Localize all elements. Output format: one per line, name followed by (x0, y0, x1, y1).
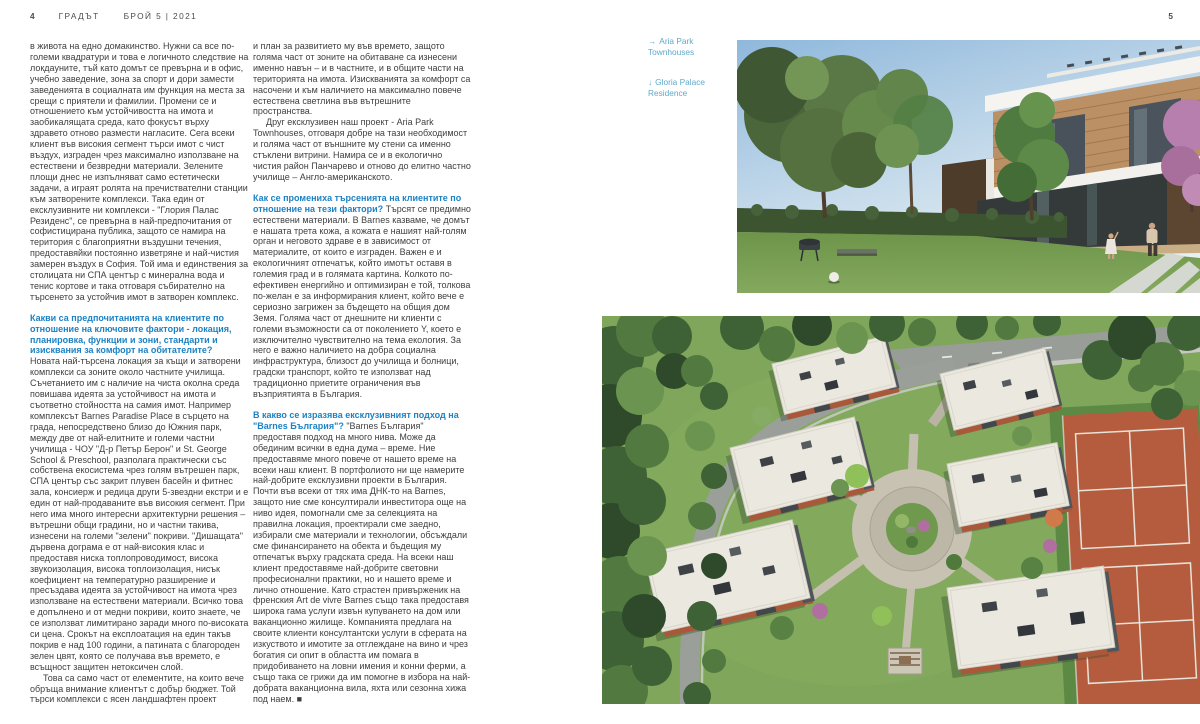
arrow-right-icon: → (648, 36, 657, 46)
magazine-title: ГРАДЪТ (58, 11, 100, 21)
question-heading-inline: В какво се изразява ексклузивният подход на "Barnes България"? (253, 410, 459, 431)
issue-label: БРОЙ 5 | 2021 (123, 11, 198, 21)
aria-park-townhouses-image (737, 40, 1200, 293)
caption-gloria-palace (648, 77, 724, 98)
question-heading: Какви са предпочитанията на клиентите по отношение на ключовите фактори - локация, планировка, функции и зони, стандарти и изисквания за комфорт на обитателите? (30, 312, 232, 356)
question-heading-inline: Как се промениха търсенията на клиентите по отношение на тези фактори? (253, 192, 462, 214)
body-paragraph: Друг ексклузивен наш проект - Aria Park Townhouses, отговаря добре на тази необходимост и голяма част от външните му стени са именно стъклени витрини. Намира се и в екологично чистия район Панчарево и отново до елитно частно училище – Англо-американското. (253, 117, 471, 182)
ball (829, 272, 839, 282)
aerial-render (602, 316, 1200, 704)
left-page-number: 4 (30, 11, 35, 21)
body-paragraph: в живота на едно домакинство. Нужни са все по-големи квадратури и това е логичното следствие на локдауните, тъй като домът се превърна и в офис, учебно заведение, зона за спорт и дори замести заведенията в социалната им функция на места за срещи с приятели и фамилии. Промени се и отношението към устойчивостта на имота и заобикалящата среда, като фокусът върху здравето отново размести нагласите. Сега всеки клиент във високия сегмент търси имот с чист въздух, изграден чрез максимално използване на естествени и безвредни материали. Зелените площи днес не изпълняват само естетически задачи, а играят ролята на пречиствателни станции към затворените комплекси. Така един от ексклузивните ни комплекси - "Глория Палас Резиденс", се превърна в най-предпочитания от софистицирана публика, защото се намира на територия с благоприятни въздушни течения, предоставяйки постоянно изветряне и най-чистия замерен въздух в София. Той има и единствения за столицата ни СПА център с минерална вода и тенис кортове и така отговаря събирателно на търсенето за устойчив имот в затворен комплекс. (30, 41, 249, 302)
article-column-1 (30, 41, 249, 705)
seating-area (888, 648, 922, 674)
body-paragraph: Това са само част от елементите, на които вече обръща внимание клиентът с добър бюджет. Той търси комплекси с ясен ландшафтен проект (30, 672, 244, 705)
townhouse-render (737, 40, 1200, 293)
arrow-down-icon: ↓ (648, 77, 653, 87)
article-column-2 (253, 41, 472, 704)
caption-label: Gloria Palace Residence (648, 77, 705, 98)
right-page-number: 5 (1168, 11, 1173, 21)
body-paragraph: и план за развитието му във времето, защото голяма част от зоните на обитаване са изнесени именно навън – и в частните, и в общите части на територията на имота. Изискванията за комфорт са насочени и към наличието на максимално повече естествена светлина във вътрешните пространства. (253, 41, 471, 117)
qa-paragraph: Как се промениха търсенията на клиентите по отношение на тези фактори? Търсят се предимно естествени материали. В Barnes казваме, че домът е нашата трета кожа, а кожата е нашият най-голям орган и неговото здраве е в зависимост от материалите, от които е изграден. Важен е и екологичният отпечатък, който имотът оставя в големия град и в голямата картина. Колкото по-ефективен енергийно и оптимизиран е той, толкова по-желан е за информирания клиент, който вече е сериозно загрижен за бъдещето на общия дом Земя. Голяма част от днешните ни клиенти с големи възможности са от поколението Y, което е изключително чувствително на тема екология. За него е важно наличието на добра социална инфраструктура, близост до училища и болници, градски транспорт, който те използват над традиционно приетите ограничения във възприятията в България. (253, 192, 471, 400)
caption-label: Aria Park Townhouses (648, 36, 695, 57)
qa-paragraph: В какво се изразява ексклузивният подход на "Barnes България"? "Barnes България" предоставя подход на много нива. Може да обединим всички в една дума – време. Ние предоставяме много повече от нашето време на всеки наш клиент. В портфолиото ни ще намерите най-добрите ексклузивни проекти в България. Почти във всеки от тях има ДНК-то на Barnes, защото ние сме консултирали инвеститора още на ниво идея, помогнали сме за селекцията на правилна локация, проектирали сме заедно, избирали сме материали и технологии, обсъждали сме финансирането на обекта и бъдещия му отпечатък върху градската среда. На всеки наш клиент предоставяме най-добрите световни професионални практики, но и нашето време и лично отношение. Като страстен привърженик на френския Art de vivre Barnes също така предоставя широка гама услуги извън купуването на дом или ваканционно жилище. Компанията предлага на своите клиенти консултантски услуги в сферата на изкуството и имотите за отглеждане на вино и чрез богатия си опит в областта им помага в придобиването на ловни имения и конни ферми, а също така се грижи да им помогне в избора на най-добрата ваканционна вила, яхта или сезонна хижа под наем. ■ (253, 410, 471, 704)
gloria-palace-residence-image (602, 316, 1200, 704)
body-paragraph: Новата най-търсена локация за къщи и затворени комплекси са зоните около частните училища. Съчетанието им с наличие на чиста околна среда повишава идеята за устойчивост на имота и съответно стойността на самия имот. Например комплексът Barnes Paradise Place в сърцето на града, непосредствено близо до Южния парк, между две от най-елитните и големи частни училища - ЧОУ "Д-р Петър Берон" и St. George School & Preschool, разполага практически със собствена екосистема чрез голям вътрешен парк, СПА център със закрит плувен басейн и фитнес зала, консиерж и редица други 5-звездни екстри и е един от най-продаваните във високия сегмент. При него има много интересни архитектурни решения – вътрешни общи градини, но и частни такива, изнесени на големи "зелени" покриви. "Дишащата" дървена дограма е от най-високия клас и предоставя ниска топлопроводимост, висока звукоизолация, висока топлоизолация, нисък коефициент на температурно разширение и пресъздава идеята за устойчивост на имота чрез използване на естествени материали. Всичко това е допълнено и от медни покриви, които знаете, че се използват лимитирано заради много по-високата си цена. Срокът на експлоатация на един такъв покрив е над 100 години, а патината с благороден зелен цвят, която се получава във времето, е всъщност защитен нетоксичен слой. (30, 356, 249, 672)
left-page-header (30, 11, 197, 21)
caption-aria-park (648, 36, 724, 57)
